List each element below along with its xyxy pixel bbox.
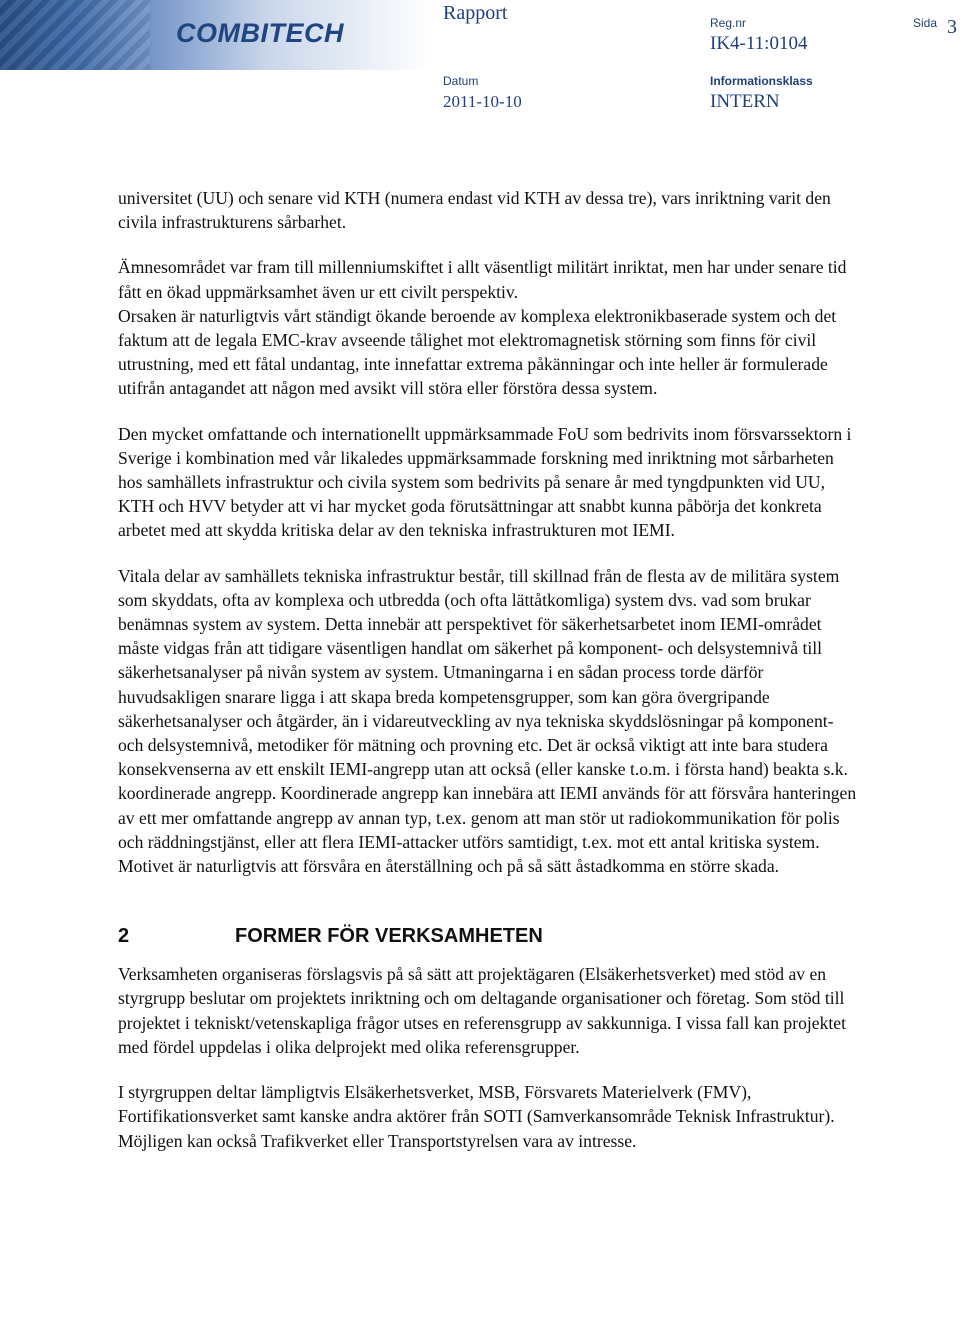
date-label: Datum [443, 74, 479, 88]
paragraph: Verksamheten organiseras förslagsvis på så sätt att projektägaren (Elsäkerhetsverket) med stöd av en styrgrupp beslutar om projektets inriktning och om deltagande organisationer och företag. Som stöd till projektet i tekniskt/vetenskapliga frågor utses en referensgrupp av sakkunniga. I vissa fall kan projektet med fördel uppdelas i olika delprojekt med olika referensgrupper. [118, 964, 846, 1057]
regnr-label: Reg.nr [710, 16, 747, 30]
paragraph: Ämnesområdet var fram till millenniumskiftet i allt väsentligt militärt inriktat, men har under senare tid fått en ökad uppmärksamhet även ur ett civilt perspektiv. [118, 257, 847, 302]
info-class-label: Informationsklass [710, 74, 813, 88]
paragraph: I styrgruppen deltar lämpligtvis Elsäkerhetsverket, MSB, Försvarets Materielverk (FMV), Fortifikationsverket samt kanske andra aktörer från SOTI (Samverkansområde Teknisk Infrastruktur). Möjligen kan också Trafikverket eller Transportstyrelsen vara av intresse. [118, 1082, 835, 1151]
page-header [0, 0, 960, 120]
report-title: Rapport [443, 2, 508, 24]
paragraph: universitet (UU) och senare vid KTH (numera endast vid KTH av dessa tre), vars inriktning varit den civila infrastrukturens sårbarhet. [118, 188, 831, 233]
company-logo [0, 0, 430, 70]
paragraph: Vitala delar av samhällets tekniska infrastruktur består, till skillnad från de flesta av de militära system som skyddats, ofta av komplexa och utbredda (och ofta lättåtkomliga) system dvs. vad som brukar benämnas system av system. Detta innebär att perspektivet för säkerhetsarbetet inom IEMI-området måste vidgas från att tidigare väsentligen handlat om säkerhet på komponent- och delsystemnivå till säkerhetsanalyser på nivån system av system. Utmaningarna i en sådan process torde därför huvudsakligen snarare ligga i att skapa breda kompetensgrupper, som kan göra övergripande säkerhetsanalyser och åtgärder, än i vidareutveckling av nya tekniska skyddslösningar på komponent- och delsystemnivå, metodiker för mätning och provning etc. Det är också viktigt att inte bara studera konsekvenserna av ett enskilt IEMI-angrepp utan att också (eller kanske t.o.m. i första hand) beakta s.k. koordinerade angrepp. Koordinerade angrepp kan innebära att IEMI används för att försvåra hanteringen av ett mer omfattande angrepp av annan typ, t.ex. genom att man stör ut radiokommunikation för polis och räddningstjänst, eller att flera IEMI-attacker utförs samtidigt, t.ex. mot ett antal kritiska system. Motivet är naturligtvis att försvåra en återställning och på så sätt åstadkomma en större skada. [118, 565, 857, 877]
document-body [118, 186, 858, 1174]
section-number: 2 [118, 925, 130, 948]
section-heading [118, 924, 858, 950]
page-label: Sida [913, 16, 938, 30]
regnr-value: IK4-11:0104 [710, 33, 808, 54]
paragraph: Den mycket omfattande och internationellt uppmärksammade FoU som bedrivits inom försvarssektorn i Sverige i kombination med vår likaledes uppmärksammade forskning med inriktning mot sårbarheten hos samhällets infrastruktur och civila system som bedrivits på senare år med tyngdpunkten vid UU, KTH och HVV betyder att vi har mycket goda förutsättningar att snabbt kunna påbörja det konkreta arbetet med att skydda kritiska delar av den tekniska infrastrukturen mot IEMI. [118, 423, 852, 541]
page-number: 3 [947, 16, 957, 38]
logo-text: COMBITECH [176, 18, 344, 48]
date-value: 2011-10-10 [443, 92, 522, 111]
paragraph: Orsaken är naturligtvis vårt ständigt ökande beroende av komplexa elektronikbaserade system och det faktum att de legala EMC-krav avseende tålighet mot elektromagnetisk störning som finns för civil utrustning, med ett fåtal undantag, inte innefattar extrema påkänningar och inte heller är formulerade utifrån antagandet att någon med avsikt vill störa eller förstöra dessa system. [118, 305, 837, 399]
info-class-value: INTERN [710, 91, 780, 112]
section-title: FORMER FÖR VERKSAMHETEN [235, 925, 543, 948]
